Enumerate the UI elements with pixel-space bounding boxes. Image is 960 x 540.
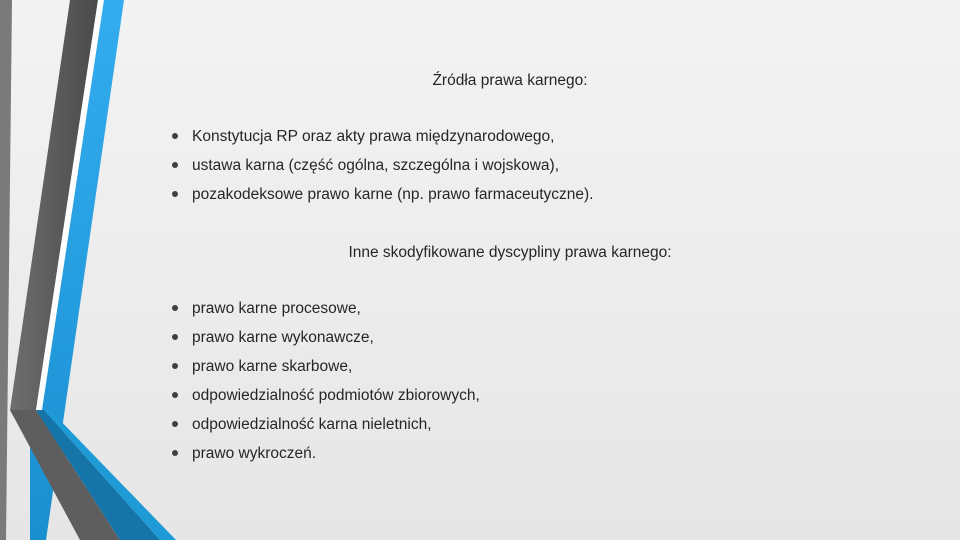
list-item-text: prawo wykroczeń. [192, 445, 317, 462]
list-item-text: odpowiedzialność karna nieletnich, [192, 416, 432, 433]
list-item-text: prawo karne skarbowe, [192, 358, 353, 375]
bullet-icon [172, 392, 178, 398]
bullet-icon [172, 334, 178, 340]
list-item-text: ustawa karna (część ogólna, szczególna i wojskowa), [192, 157, 560, 174]
list-item-text: Konstytucja RP oraz akty prawa międzynarodowego, [192, 128, 555, 145]
list-item-text: pozakodeksowe prawo karne (np. prawo farmaceutyczne). [192, 186, 594, 203]
bullet-icon [172, 133, 178, 139]
bullet-icon [172, 305, 178, 311]
list-item-text: prawo karne procesowe, [192, 300, 361, 317]
bullet-icon [172, 421, 178, 427]
bullet-icon [172, 363, 178, 369]
bullet-icon [172, 450, 178, 456]
bullet-icon [172, 191, 178, 197]
bullet-icon [172, 162, 178, 168]
section-title-disciplines: Inne skodyfikowane dyscypliny prawa karnego: [348, 244, 672, 261]
list-item-text: odpowiedzialność podmiotów zbiorowych, [192, 387, 480, 404]
section-title-sources: Źródła prawa karnego: [432, 72, 588, 89]
list-item-text: prawo karne wykonawcze, [192, 329, 374, 346]
dark-band [0, 0, 12, 540]
